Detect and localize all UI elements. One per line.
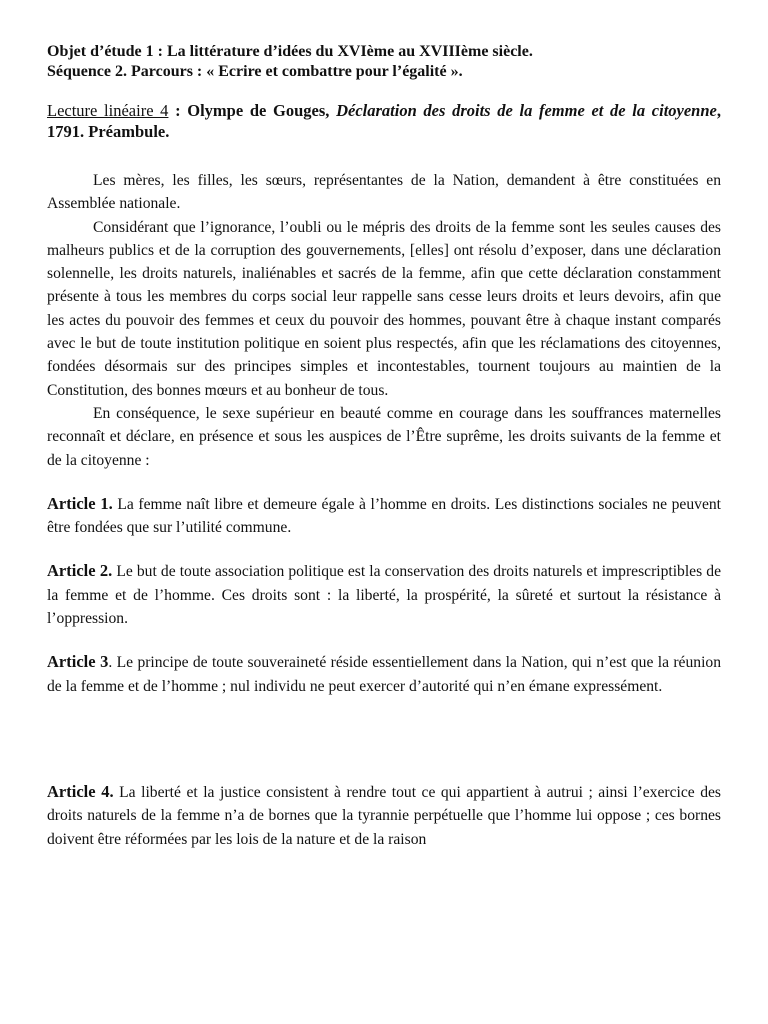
lecture-suffix: , 1791. Préambule.	[47, 101, 721, 141]
header-objet: Objet d’étude 1 : La littérature d’idées du XVIème au XVIIIème siècle.	[47, 43, 533, 60]
article-4	[47, 780, 721, 851]
article-label: Article 1.	[47, 493, 113, 513]
article-label: Article 2.	[47, 561, 113, 581]
article-text: La femme naît libre et demeure égale à l’homme en droits. Les distinctions sociales ne peuvent être fondées que sur l’utilité commune.	[47, 495, 721, 537]
preamble-paragraph-2: Considérant que l’ignorance, l’oubli ou le mépris des droits de la femme sont les seules causes des malheurs publics et de la corruption des gouvernements, [elles] ont résolu d’exposer, dans une déclaration solennelle, les droits naturels, inaliénables et sacrés de la femme, afin que cette déclaration constamment présente à tous les membres du corps social leur rappelle sans cesse leurs droits et leurs devoirs, afin que les actes du pouvoir des femmes et ceux du pouvoir des hommes, pouvant être à chaque instant comparés avec le but de toute institution politique en soient plus respectés, afin que les réclamations des citoyennes, fondées désormais sur des principes simples et incontestables, tournent toujours au maintien de la Constitution, des bonnes mœurs et au bonheur de tous.	[47, 218, 721, 399]
article-2	[47, 559, 721, 630]
lecture-heading	[47, 100, 721, 142]
article-text: La liberté et la justice consistent à rendre tout ce qui appartient à autrui ; ainsi l’exercice des droits naturels de la femme n’a de bornes que la tyrannie perpétuelle que l’homme lui oppose ; ces bornes doivent être réformées par les lois de la nature et de la raison	[47, 783, 721, 848]
lecture-label: Lecture linéaire 4	[47, 101, 169, 120]
header-sequence: Séquence 2. Parcours : « Ecrire et combattre pour l’égalité ».	[47, 63, 463, 80]
preamble-text	[47, 169, 721, 472]
document-page	[47, 42, 721, 851]
article-text: . Le principe de toute souveraineté réside essentiellement dans la Nation, qui n’est que la réunion de la femme et de l’homme ; nul individu ne peut exercer d’autorité qui n’en émane expressément.	[47, 654, 721, 695]
article-label: Article 3	[47, 652, 109, 672]
article-text: Le but de toute association politique est la conservation des droits naturels et imprescriptibles de la femme et de l’homme. Ces droits sont : la liberté, la prospérité, la sûreté et surtout la résistance à l’oppression.	[47, 563, 721, 628]
article-label: Article 4.	[47, 781, 114, 801]
lecture-work-title: Déclaration des droits de la femme et de la citoyenne	[336, 101, 717, 120]
preamble-paragraph-1: Les mères, les filles, les sœurs, représentantes de la Nation, demandent à être constituées en Assemblée nationale.	[47, 172, 721, 213]
article-3	[47, 650, 721, 698]
preamble-paragraph-3: En conséquence, le sexe supérieur en beauté comme en courage dans les souffrances maternelles reconnaît et déclare, en présence et sous les auspices de l’Être suprême, les droits suivants de la femme et de la citoyenne :	[47, 404, 721, 469]
lecture-separator: : Olympe de Gouges,	[168, 101, 337, 120]
article-1	[47, 492, 721, 540]
